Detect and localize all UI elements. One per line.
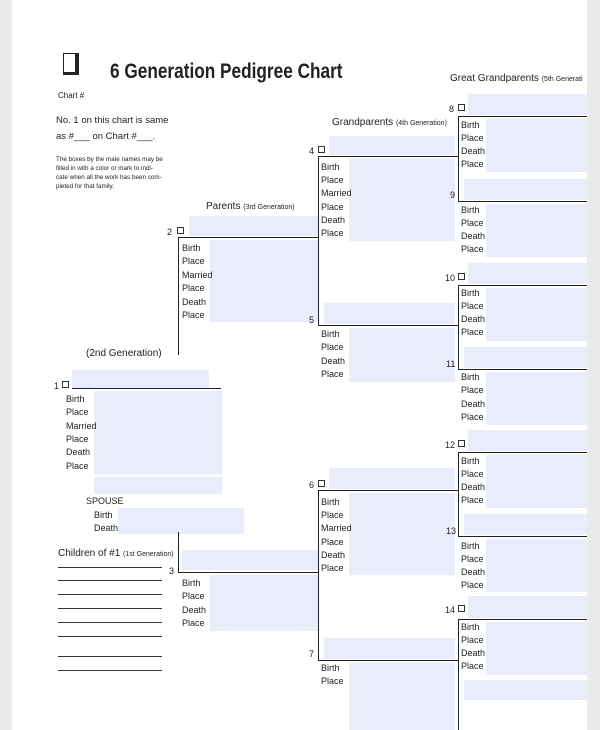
connector-2-to-4 xyxy=(318,156,319,237)
completion-checkbox-12[interactable] xyxy=(458,440,465,447)
connector-6-to-13 xyxy=(458,490,459,536)
p5-place-label: Place xyxy=(321,369,344,379)
person-number-3: 3 xyxy=(169,566,175,576)
completion-checkbox-10[interactable] xyxy=(458,273,465,280)
person-number-4: 4 xyxy=(309,146,315,156)
spouse-birth-label: Birth xyxy=(94,510,113,520)
person-12-detail-fields[interactable] xyxy=(486,455,587,508)
gen1-header: Children of #1 (1st Generation) xyxy=(58,548,174,559)
person-4-name-field[interactable] xyxy=(329,136,455,155)
p6-place-label: Place xyxy=(321,563,344,573)
person-14-detail-fields[interactable] xyxy=(486,622,587,675)
person-6-name-line xyxy=(318,490,458,491)
person-10-name-line xyxy=(458,285,587,286)
person-3-name-field[interactable] xyxy=(182,550,318,570)
person-number-13: 13 xyxy=(446,526,457,536)
person-7-name-field[interactable] xyxy=(324,638,455,659)
completion-checkbox-1[interactable] xyxy=(62,381,69,388)
p6-death-label: Death xyxy=(321,550,346,560)
p12-place-label: Place xyxy=(461,469,484,479)
person-13-detail-fields[interactable] xyxy=(486,539,587,592)
person-number-12: 12 xyxy=(445,440,456,450)
p6-birth-label: Birth xyxy=(321,497,340,507)
intro-note-1: The boxes by the male names may be xyxy=(56,156,163,163)
connector-7-to-15 xyxy=(458,660,459,730)
p11-death-label: Death xyxy=(461,399,486,409)
person-4-name-line xyxy=(318,156,458,157)
p7-birth-label: Birth xyxy=(321,663,340,673)
person-number-10: 10 xyxy=(445,273,456,283)
person-1-name-line xyxy=(72,388,221,389)
p1-death-label: Death xyxy=(66,447,91,457)
person-9-detail-fields[interactable] xyxy=(486,204,587,257)
person-14-name-field[interactable] xyxy=(468,596,587,618)
p1-place-label: Place xyxy=(66,407,89,417)
person-number-8: 8 xyxy=(449,104,455,114)
p4-place-label: Place xyxy=(321,175,344,185)
person-3-name-line xyxy=(178,572,319,573)
connector-5-to-10 xyxy=(458,285,459,325)
p10-death-label: Death xyxy=(461,314,486,324)
p7-place-label: Place xyxy=(321,676,344,686)
p1-birth-label: Birth xyxy=(66,394,85,404)
person-2-name-line xyxy=(178,237,319,238)
p1-place-label: Place xyxy=(66,434,89,444)
page-title: 6 Generation Pedigree Chart xyxy=(110,60,343,83)
person-5-detail-fields[interactable] xyxy=(349,328,455,382)
person-8-detail-fields[interactable] xyxy=(486,119,587,172)
person-7-detail-fields[interactable] xyxy=(349,663,455,730)
p6-place-label: Place xyxy=(321,510,344,520)
spouse-detail-fields[interactable] xyxy=(118,508,244,534)
p8-place-label: Place xyxy=(461,159,484,169)
completion-checkbox-8[interactable] xyxy=(458,104,465,111)
chart-page-icon xyxy=(63,53,79,75)
person-1-name-field[interactable] xyxy=(72,370,209,388)
p9-place-label: Place xyxy=(461,244,484,254)
p3-death-label: Death xyxy=(182,605,207,615)
child-line[interactable] xyxy=(58,656,162,657)
p13-death-label: Death xyxy=(461,567,486,577)
person-number-6: 6 xyxy=(309,480,315,490)
person-number-5: 5 xyxy=(309,315,315,325)
intro-note-4: pleted for that family. xyxy=(56,183,114,190)
child-line[interactable] xyxy=(58,636,162,637)
intro-note-2: filled in with a color or mark to indi- xyxy=(56,165,153,172)
p9-place-label: Place xyxy=(461,218,484,228)
chart-number-label: Chart # xyxy=(58,91,85,100)
person-3-detail-fields[interactable] xyxy=(210,575,318,631)
person-number-14: 14 xyxy=(445,605,456,615)
completion-checkbox-6[interactable] xyxy=(318,480,325,487)
p4-place-label: Place xyxy=(321,228,344,238)
spouse-label: SPOUSE xyxy=(86,496,124,506)
child-line[interactable] xyxy=(58,567,162,568)
person-number-9: 9 xyxy=(450,190,456,200)
person-13-name-field[interactable] xyxy=(464,514,587,535)
person-9-name-field[interactable] xyxy=(464,179,587,200)
p14-death-label: Death xyxy=(461,648,486,658)
p6-place-label: Place xyxy=(321,537,344,547)
p14-birth-label: Birth xyxy=(461,622,480,632)
person-11-name-field[interactable] xyxy=(464,347,587,368)
person-9-name-line xyxy=(458,201,587,202)
p12-death-label: Death xyxy=(461,482,486,492)
p4-married-label: Married xyxy=(321,188,352,198)
child-line[interactable] xyxy=(58,670,162,671)
spouse-death-label: Death xyxy=(94,523,119,533)
completion-checkbox-2[interactable] xyxy=(177,227,184,234)
p9-birth-label: Birth xyxy=(461,205,480,215)
p5-birth-label: Birth xyxy=(321,329,340,339)
p2-place-label: Place xyxy=(182,310,205,320)
person-7-name-line xyxy=(318,660,458,661)
p2-birth-label: Birth xyxy=(182,243,201,253)
intro-line-2: as #___ on Chart #___. xyxy=(56,131,156,142)
person-8-name-line xyxy=(458,116,587,117)
p14-place-label: Place xyxy=(461,661,484,671)
p5-place-label: Place xyxy=(321,342,344,352)
child-line[interactable] xyxy=(58,580,162,581)
p5-death-label: Death xyxy=(321,356,346,366)
p4-death-label: Death xyxy=(321,215,346,225)
connector-3-to-7 xyxy=(318,572,319,660)
person-15-name-field[interactable] xyxy=(464,680,587,700)
child-line[interactable] xyxy=(58,594,162,595)
p1-place-label: Place xyxy=(66,461,89,471)
connector-6-to-12 xyxy=(458,452,459,490)
person-10-name-field[interactable] xyxy=(468,263,587,284)
gen4-header: Grandparents (4th Generation) xyxy=(332,117,447,128)
p9-death-label: Death xyxy=(461,231,486,241)
p12-birth-label: Birth xyxy=(461,456,480,466)
person-5-name-field[interactable] xyxy=(324,303,455,324)
person-12-name-line xyxy=(458,452,587,453)
person-6-detail-fields[interactable] xyxy=(349,493,455,575)
p13-place-label: Place xyxy=(461,554,484,564)
person-8-name-field[interactable] xyxy=(468,94,587,115)
person-6-name-field[interactable] xyxy=(329,468,455,489)
completion-checkbox-14[interactable] xyxy=(458,605,465,612)
person-5-name-line xyxy=(318,325,458,326)
p12-place-label: Place xyxy=(461,495,484,505)
spouse-name-field[interactable] xyxy=(94,477,222,494)
person-number-2: 2 xyxy=(167,227,173,237)
person-2-detail-fields[interactable] xyxy=(210,240,318,322)
person-number-1: 1 xyxy=(54,381,60,391)
p8-place-label: Place xyxy=(461,133,484,143)
person-12-name-field[interactable] xyxy=(468,430,587,451)
gen5-header: Great Grandparents (5th Generati xyxy=(450,73,583,84)
person-14-name-line xyxy=(458,619,587,620)
connector-3-to-6 xyxy=(318,490,319,572)
person-number-11: 11 xyxy=(446,359,456,369)
p4-birth-label: Birth xyxy=(321,162,340,172)
person-10-detail-fields[interactable] xyxy=(486,288,587,341)
p13-birth-label: Birth xyxy=(461,541,480,551)
gen3-header: Parents (3rd Generation) xyxy=(206,201,295,212)
p10-place-label: Place xyxy=(461,327,484,337)
connector-7-to-14 xyxy=(458,619,459,660)
child-line[interactable] xyxy=(58,622,162,623)
p11-place-label: Place xyxy=(461,412,484,422)
p10-birth-label: Birth xyxy=(461,288,480,298)
p11-place-label: Place xyxy=(461,385,484,395)
p2-place-label: Place xyxy=(182,256,205,266)
p8-death-label: Death xyxy=(461,146,486,156)
p3-place-label: Place xyxy=(182,591,205,601)
pedigree-chart-sheet xyxy=(12,0,587,730)
p6-married-label: Married xyxy=(321,523,352,533)
p2-death-label: Death xyxy=(182,297,207,307)
connector-2-to-5 xyxy=(318,237,319,325)
connector-1-to-2 xyxy=(178,237,179,355)
connector-4-to-9 xyxy=(458,157,459,201)
person-13-name-line xyxy=(458,536,587,537)
person-1-detail-fields[interactable] xyxy=(94,391,222,474)
intro-note-3: cate when all the work has been com- xyxy=(56,174,162,181)
person-11-detail-fields[interactable] xyxy=(486,372,587,425)
p3-birth-label: Birth xyxy=(182,578,201,588)
p2-place-label: Place xyxy=(182,283,205,293)
p11-birth-label: Birth xyxy=(461,372,480,382)
p14-place-label: Place xyxy=(461,635,484,645)
p10-place-label: Place xyxy=(461,301,484,311)
completion-checkbox-4[interactable] xyxy=(318,146,325,153)
connector-5-to-11 xyxy=(458,325,459,369)
child-line[interactable] xyxy=(58,608,162,609)
person-4-detail-fields[interactable] xyxy=(349,159,455,241)
connector-4-to-8 xyxy=(458,117,459,157)
p1-married-label: Married xyxy=(66,421,97,431)
p13-place-label: Place xyxy=(461,580,484,590)
gen2-header: (2nd Generation) xyxy=(86,348,162,359)
person-2-name-field[interactable] xyxy=(189,216,318,236)
connector-1-to-3 xyxy=(178,532,179,572)
intro-line-1: No. 1 on this chart is same xyxy=(56,115,169,126)
person-number-7: 7 xyxy=(309,649,315,659)
p2-married-label: Married xyxy=(182,270,213,280)
p4-place-label: Place xyxy=(321,202,344,212)
p3-place-label: Place xyxy=(182,618,205,628)
p8-birth-label: Birth xyxy=(461,120,480,130)
person-11-name-line xyxy=(458,369,587,370)
